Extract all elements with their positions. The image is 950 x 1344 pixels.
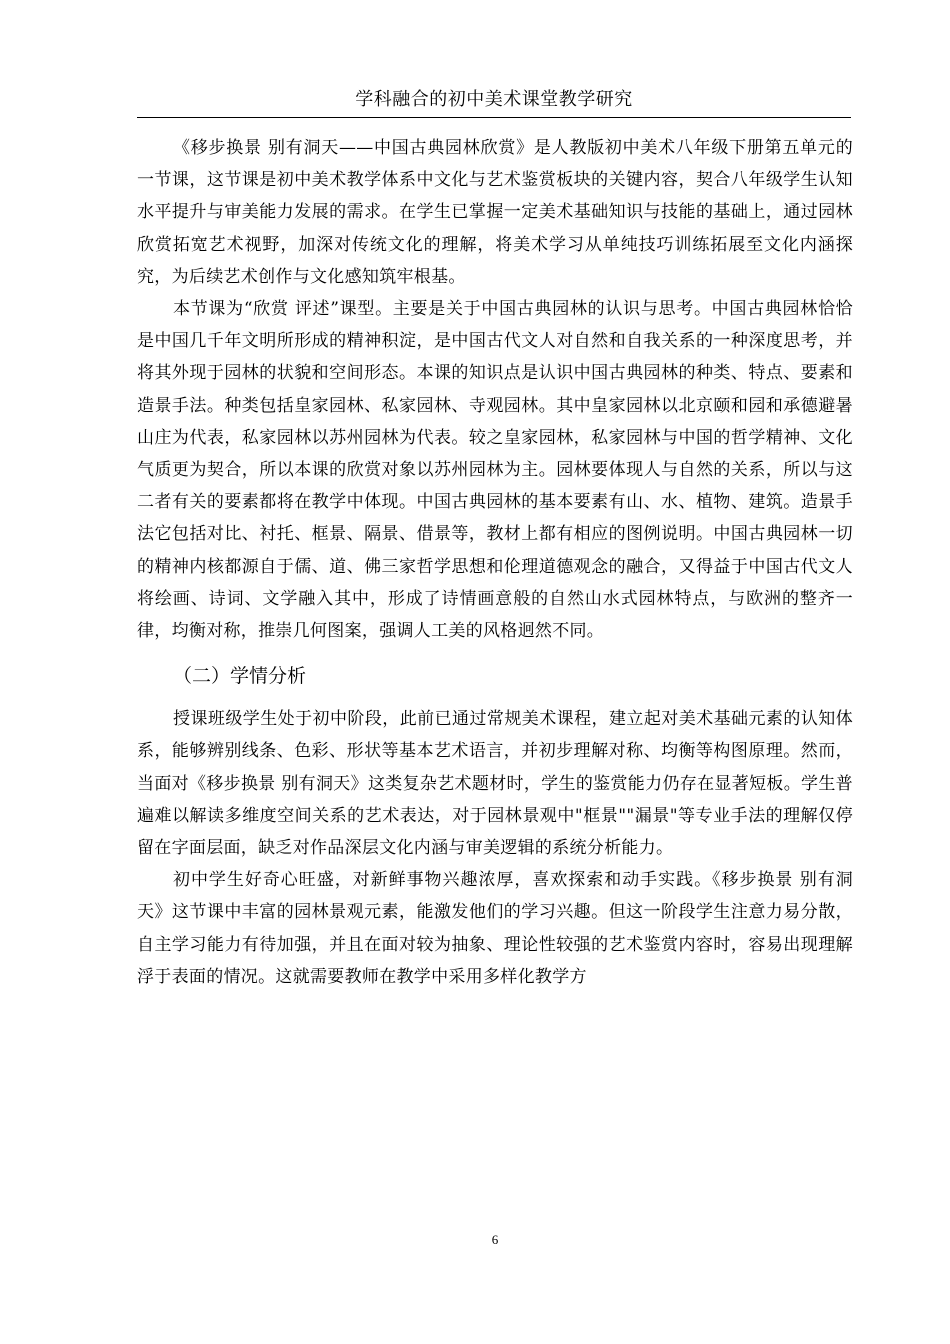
page-number: 6: [491, 1232, 499, 1247]
body-text: [137, 132, 853, 993]
paragraph-lesson-overview: 《移步换景 别有洞天——中国古典园林欣赏》是人教版初中美术八年级下册第五单元的一节课，这节课是初中美术教学体系中文化与艺术鉴赏板块的关键内容，契合八年级学生认知水平提升与审美能力发展的需求。在学生已掌握一定美术基础知识与技能的基础上，通过园林欣赏拓宽艺术视野，加深对传统文化的理解，将美术学习从单纯技巧训练拓展至文化内涵探究，为后续艺术创作与文化感知筑牢根基。: [137, 138, 853, 287]
paragraph-student-traits: 初中学生好奇心旺盛，对新鲜事物兴趣浓厚，喜欢探索和动手实践。《移步换景 别有洞天》这节课中丰富的园林景观元素，能激发他们的学习兴趣。但这一阶段学生注意力易分散，自主学习能力有待加强，并且在面对较为抽象、理论性较强的艺术鉴赏内容时，容易出现理解浮于表面的情况。这就需要教师在教学中采用多样化教学方: [137, 870, 853, 987]
paragraph-lesson-content: 本节课为“欣赏 评述”课型。主要是关于中国古典园林的认识与思考。中国古典园林恰恰是中国几千年文明所形成的精神积淀，是中国古代文人对自然和自我关系的一种深度思考，并将其外现于园林的状貌和空间形态。本课的知识点是认识中国古典园林的种类、特点、要素和造景手法。种类包括皇家园林、私家园林、寺观园林。其中皇家园林以北京颐和园和承德避暑山庄为代表，私家园林以苏州园林为代表。较之皇家园林，私家园林与中国的哲学精神、文化气质更为契合，所以本课的欣赏对象以苏州园林为主。园林要体现人与自然的关系，所以与这二者有关的要素都将在教学中体现。中国古典园林的基本要素有山、水、植物、建筑。造景手法它包括对比、衬托、框景、隔景、借景等，教材上都有相应的图例说明。中国古典园林一切的精神内核都源自于儒、道、佛三家哲学思想和伦理道德观念的融合，又得益于中国古代文人将绘画、诗词、文学融入其中，形成了诗情画意般的自然山水式园林特点，与欧洲的整齐一律，均衡对称，推崇几何图案，强调人工美的风格迥然不同。: [137, 299, 853, 642]
header-rule: [137, 117, 851, 118]
paragraph-student-analysis: 授课班级学生处于初中阶段，此前已通过常规美术课程，建立起对美术基础元素的认知体系，能够辨别线条、色彩、形状等基本艺术语言，并初步理解对称、均衡等构图原理。然而，当面对《移步换景 别有洞天》这类复杂艺术题材时，学生的鉴赏能力仍存在显著短板。学生普遍难以解读多维度空间关系的艺术表达，对于园林景观中"框景""漏景"等专业手法的理解仅停留在字面层面，缺乏对作品深层文化内涵与审美逻辑的系统分析能力。: [137, 709, 853, 859]
running-header: 学科融合的初中美术课堂教学研究: [355, 89, 633, 110]
section-heading: （二）学情分析: [173, 665, 307, 688]
